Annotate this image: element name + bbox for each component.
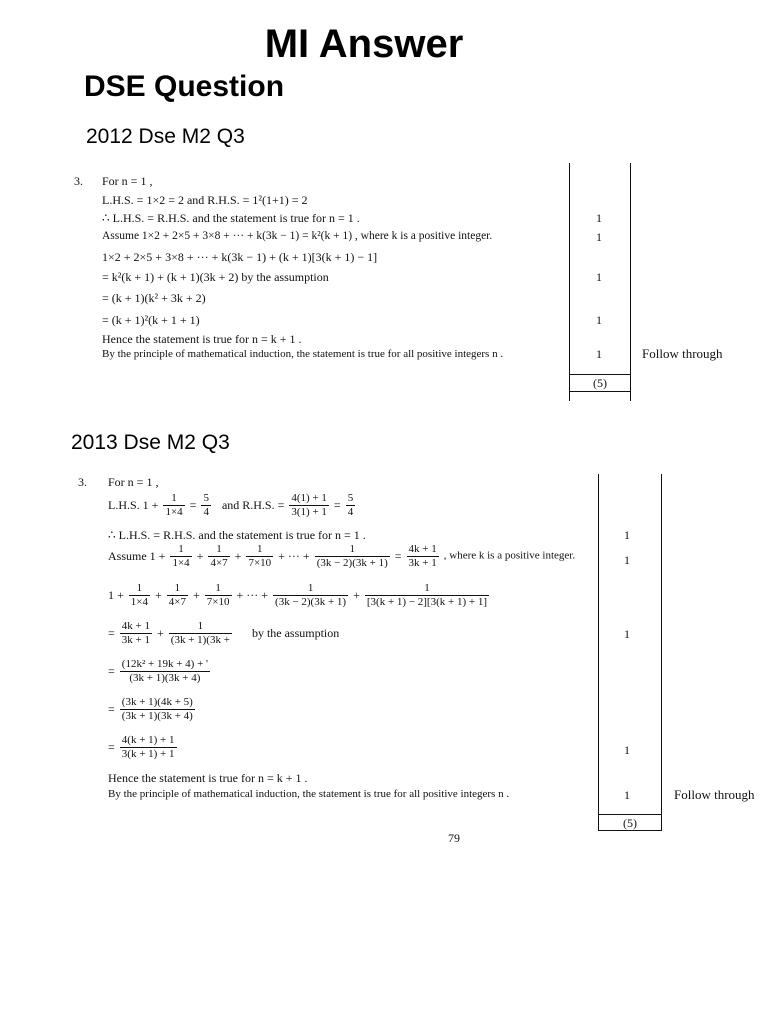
solution-line: ∴ L.H.S. = R.H.S. and the statement is true for n = 1 . (102, 211, 360, 225)
mark-column-left-rule (569, 163, 570, 401)
mark-column-left-rule (598, 474, 599, 830)
mark: 1 (624, 553, 630, 567)
mark: 1 (624, 788, 630, 802)
question-number: 3. (78, 475, 87, 489)
solution-line: Assume 1×2 + 2×5 + 3×8 + ··· + k(3k − 1) = k²(k + 1) , where k is a positive integer. (102, 230, 493, 242)
mark-column-right-rule (661, 474, 662, 830)
mark: 1 (596, 270, 602, 284)
fraction: $\frac{(3k + 1)(4k + 5)}{(3k + 1)(3k + 4)}$ (121, 696, 193, 722)
answer-scan-2013 (70, 470, 764, 855)
fraction: $\frac{1}{(3k - 2)(3k + 1)}$ (316, 543, 388, 569)
fraction: $\frac{1}{1\times 4}$ (165, 492, 183, 518)
question-number: 3. (74, 174, 83, 188)
solution-line: Hence the statement is true for n = k + 1 . (102, 332, 302, 346)
step-line: = $\frac{(3k + 1)(4k + 5)}{(3k + 1)(3k + 4)}$ (108, 696, 193, 722)
fraction: $\frac{1}{(3k + 1)(3k +}$ (170, 620, 230, 646)
principle-line: By the principle of mathematical induction, the statement is true for all positive integers n . (108, 788, 510, 800)
total-box-bottom (598, 830, 662, 831)
solution-line: = k²(k + 1) + (k + 1)(3k + 2) by the assumption (102, 270, 329, 284)
solution-line: = (k + 1)(k² + 3k + 2) (102, 291, 206, 305)
hence-line: Hence the statement is true for n = k + 1 . (108, 771, 308, 785)
fraction: $\frac{1}{1\times 4}$ (172, 543, 190, 569)
total-box-bottom (569, 391, 631, 392)
solution-line: 1×2 + 2×5 + 3×8 + ··· + k(3k − 1) + (k + 1)[3(k + 1) − 1] (102, 250, 378, 264)
follow-through-note: Follow through (642, 346, 723, 361)
lhs-label: L.H.S. 1 + (108, 498, 159, 513)
mark: 1 (596, 211, 602, 225)
step-line: = $\frac{4k + 1}{3k + 1}$ + $\frac{1}{(3k + 1)(3k +}$ by the assumption (108, 620, 340, 646)
step-line: = $\frac{\text{(12k² + 19k + 4) + '}}{(3k + 1)(3k + 4)}$ (108, 658, 208, 684)
total-box-top (598, 814, 662, 815)
fraction: $\frac{1}{7\times 10}$ (206, 582, 230, 608)
mark: 1 (624, 743, 630, 757)
mark: 1 (596, 313, 602, 327)
mark: 1 (596, 347, 602, 361)
page-title: MI Answer (264, 22, 464, 66)
rhs-label: and R.H.S. = (221, 498, 285, 513)
fraction: $\frac{\text{(12k² + 19k + 4) + '}}{(3k + 1)(3k + 4)}$ (121, 658, 208, 684)
mark-column-right-rule (630, 163, 631, 401)
question-2013-heading: 2013 Dse M2 Q3 (71, 431, 230, 454)
fraction: $\frac{4k + 1}{3k + 1}$ (121, 620, 150, 646)
therefore-line: ∴ L.H.S. = R.H.S. and the statement is true for n = 1 . (108, 528, 366, 542)
fraction: $\frac{4(1) + 1}{3(1) + 1}$ (291, 492, 327, 518)
fraction: $\frac{1}{[3(k + 1) - 2][3(k + 1) + 1]}$ (366, 582, 487, 608)
solution-line: By the principle of mathematical induction, the statement is true for all positive integers n . (102, 348, 504, 360)
mark: 1 (624, 627, 630, 641)
inductive-step-line: 1 + $\frac{1}{1\times 4}$ + $\frac{1}{4\times 7}$ + $\frac{1}{7\times 10}$ + ··· + $\frac{1}{(3k - 2)(3k + 1)}$ + $\frac{1}{[3(k + 1) - 2][3(k + 1) + 1]}$ (108, 582, 487, 608)
by-assumption-label: by the assumption (251, 626, 340, 641)
solution-line: = (k + 1)²(k + 1 + 1) (102, 313, 200, 327)
fraction: $\frac{1}{7\times 10}$ (248, 543, 272, 569)
mark: 1 (624, 528, 630, 542)
solution-line: For n = 1 , (102, 174, 153, 188)
total-marks: (5) (623, 816, 637, 830)
mark: 1 (596, 230, 602, 244)
step-line: = $\frac{4(k + 1) + 1}{3(k + 1) + 1}$ (108, 734, 175, 760)
follow-through-note: Follow through (674, 787, 755, 802)
total-box-top (569, 374, 631, 375)
question-2012-heading: 2012 Dse M2 Q3 (86, 125, 245, 148)
fraction: $\frac{5}{4}$ (347, 492, 354, 518)
page-number: 79 (448, 831, 460, 845)
fraction: $\frac{1}{(3k - 2)(3k + 1)}$ (275, 582, 347, 608)
section-heading: DSE Question (84, 70, 285, 103)
base-case-line: L.H.S. 1 + $\frac{1}{1\times 4}$ = $\frac{5}{4}$ and R.H.S. = $\frac{4(1) + 1}{3(1) + 1}$ = $\frac{5}{4}$ (108, 492, 354, 518)
fraction: $\frac{4(k + 1) + 1}{3(k + 1) + 1}$ (121, 734, 175, 760)
total-marks: (5) (593, 376, 607, 390)
fraction: $\frac{1}{1\times 4}$ (130, 582, 148, 608)
for-line: For n = 1 , (108, 475, 159, 489)
fraction: $\frac{5}{4}$ (203, 492, 209, 518)
fraction: $\frac{1}{4\times 7}$ (210, 543, 228, 569)
fraction: $\frac{1}{4\times 7}$ (168, 582, 186, 608)
solution-line: L.H.S. = 1×2 = 2 and R.H.S. = 1²(1+1) = 2 (102, 193, 308, 207)
answer-scan-2012 (66, 163, 736, 401)
fraction: $\frac{4k + 1}{3k + 1}$ (408, 543, 437, 569)
assume-line: Assume 1 + $\frac{1}{1\times 4}$ + $\frac{1}{4\times 7}$ + $\frac{1}{7\times 10}$ + ··· + $\frac{1}{(3k - 2)(3k + 1)}$ = $\frac{4k + 1}{3k + 1}$ , where k is a positive integer. (108, 543, 576, 569)
